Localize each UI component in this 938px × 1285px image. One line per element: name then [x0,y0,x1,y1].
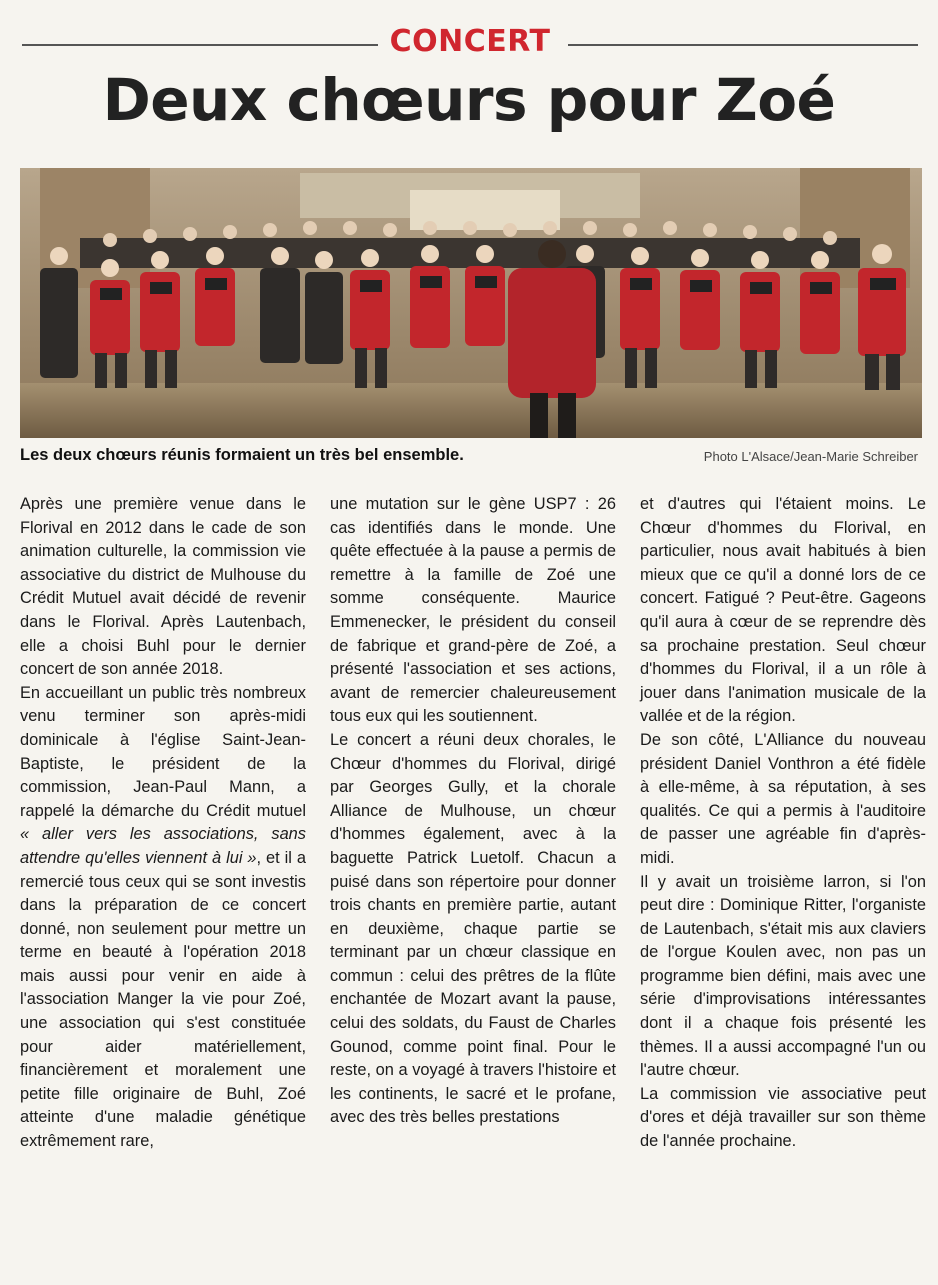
article-column-1 [20,493,306,1154]
text-run: En accueillant un public très nombreux venu terminer son après-midi dominicale à l'église Saint-Jean-Baptiste, le président de la commission, Jean-Paul Mann, a rappelé la démarche du Crédit mutuel [20,683,306,820]
section-kicker: CONCERT [389,24,551,59]
choir-photo-illustration [20,168,922,438]
paragraph: une mutation sur le gène USP7 : 26 cas identifiés dans le monde. Une quête effectuée à la pause a permis de remettre à la famille de Zoé une somme conséquente. Maurice Emmenecker, le président du conseil de fabrique et grand-père de Zoé, a présenté l'association et ses actions, avant de remercier chaleureusement tous eux qui les soutiennent. [330,495,616,726]
choir-photo [20,168,922,438]
article-column-2 [330,493,616,1130]
rule-right [568,44,918,46]
section-header [22,22,918,62]
paragraph: et d'autres qui l'étaient moins. Le Chœur d'hommes du Florival, en particulier, nous avait habitués à bien mieux que ce qu'il a donné lors de ce concert. Fatigué ? Peut-être. Gageons qu'il aura à cœur de se reprendre dès sa prochaine prestation. Seul chœur d'hommes du Florival, il a un rôle à jouer dans l'animation musicale de la vallée et de la région. [640,495,926,726]
photo-caption: Les deux chœurs réunis formaient un très bel ensemble. [20,446,464,464]
paragraph: De son côté, L'Alliance du nouveau président Daniel Vonthron a été fidèle à elle-même, à sa réputation, à ses qualités. Ce qui a permis à l'auditoire de passer une agréable fin d'après-midi. [640,730,926,867]
article-column-3 [640,493,926,1154]
photo-credit: Photo L'Alsace/Jean-Marie Schreiber [703,449,918,464]
quote: « aller vers les associations, sans attendre qu'elles viennent à lui » [20,825,306,867]
paragraph: La commission vie associative peut d'ores et déjà travailler sur son thème de l'année prochaine. [640,1084,926,1151]
paragraph: Le concert a réuni deux chorales, le Chœur d'hommes du Florival, dirigé par Georges Gully, et la chorale Alliance de Mulhouse, un chœur d'hommes également, avec à la baguette Patrick Luetolf. Chacun a puisé dans son répertoire pour donner trois chants en première partie, autant en deuxième, chaque partie se terminant par un chœur classique en commun : celui des prêtres de la flûte enchantée de Mozart avant la pause, celui des soldats, du Faust de Charles Gounod, comme point final. Pour le reste, on a voyagé à travers l'histoire et les continents, le sacré et le profane, avec des très belles prestations [330,730,616,1127]
paragraph: Après une première venue dans le Florival en 2012 dans le cade de son animation culturelle, la commission vie associative du district de Mulhouse du Crédit Mutuel avait décidé de revenir dans le Florival. Après Lautenbach, elle a choisi Buhl pour le dernier concert de son année 2018. [20,495,306,679]
article-body [20,493,926,1273]
text-run: , et il a remercié tous ceux qui se sont investis dans la préparation de ce concert donné, non seulement pour mettre un terme en beauté à l'opération 2018 mais aussi pour venir en aide à l'association Manger la vie pour Zoé, une association qui s'est constituée pour aider matériellement, financièrement et moralement une petite fille originaire de Buhl, Zoé atteinte d'une maladie génétique extrêmement rare, [20,848,306,1151]
paragraph [20,682,306,1154]
headline: Deux chœurs pour Zoé [102,66,836,134]
paragraph: Il y avait un troisième larron, si l'on peut dire : Dominique Ritter, l'organiste de Lautenbach, s'était mis aux claviers de l'orgue Koulen avec, non pas un programme bien défini, mais avec une série d'improvisations intéressantes dont il a chaque fois présenté les thèmes. Il a aussi accompagné l'un ou l'autre chœur. [640,872,926,1080]
